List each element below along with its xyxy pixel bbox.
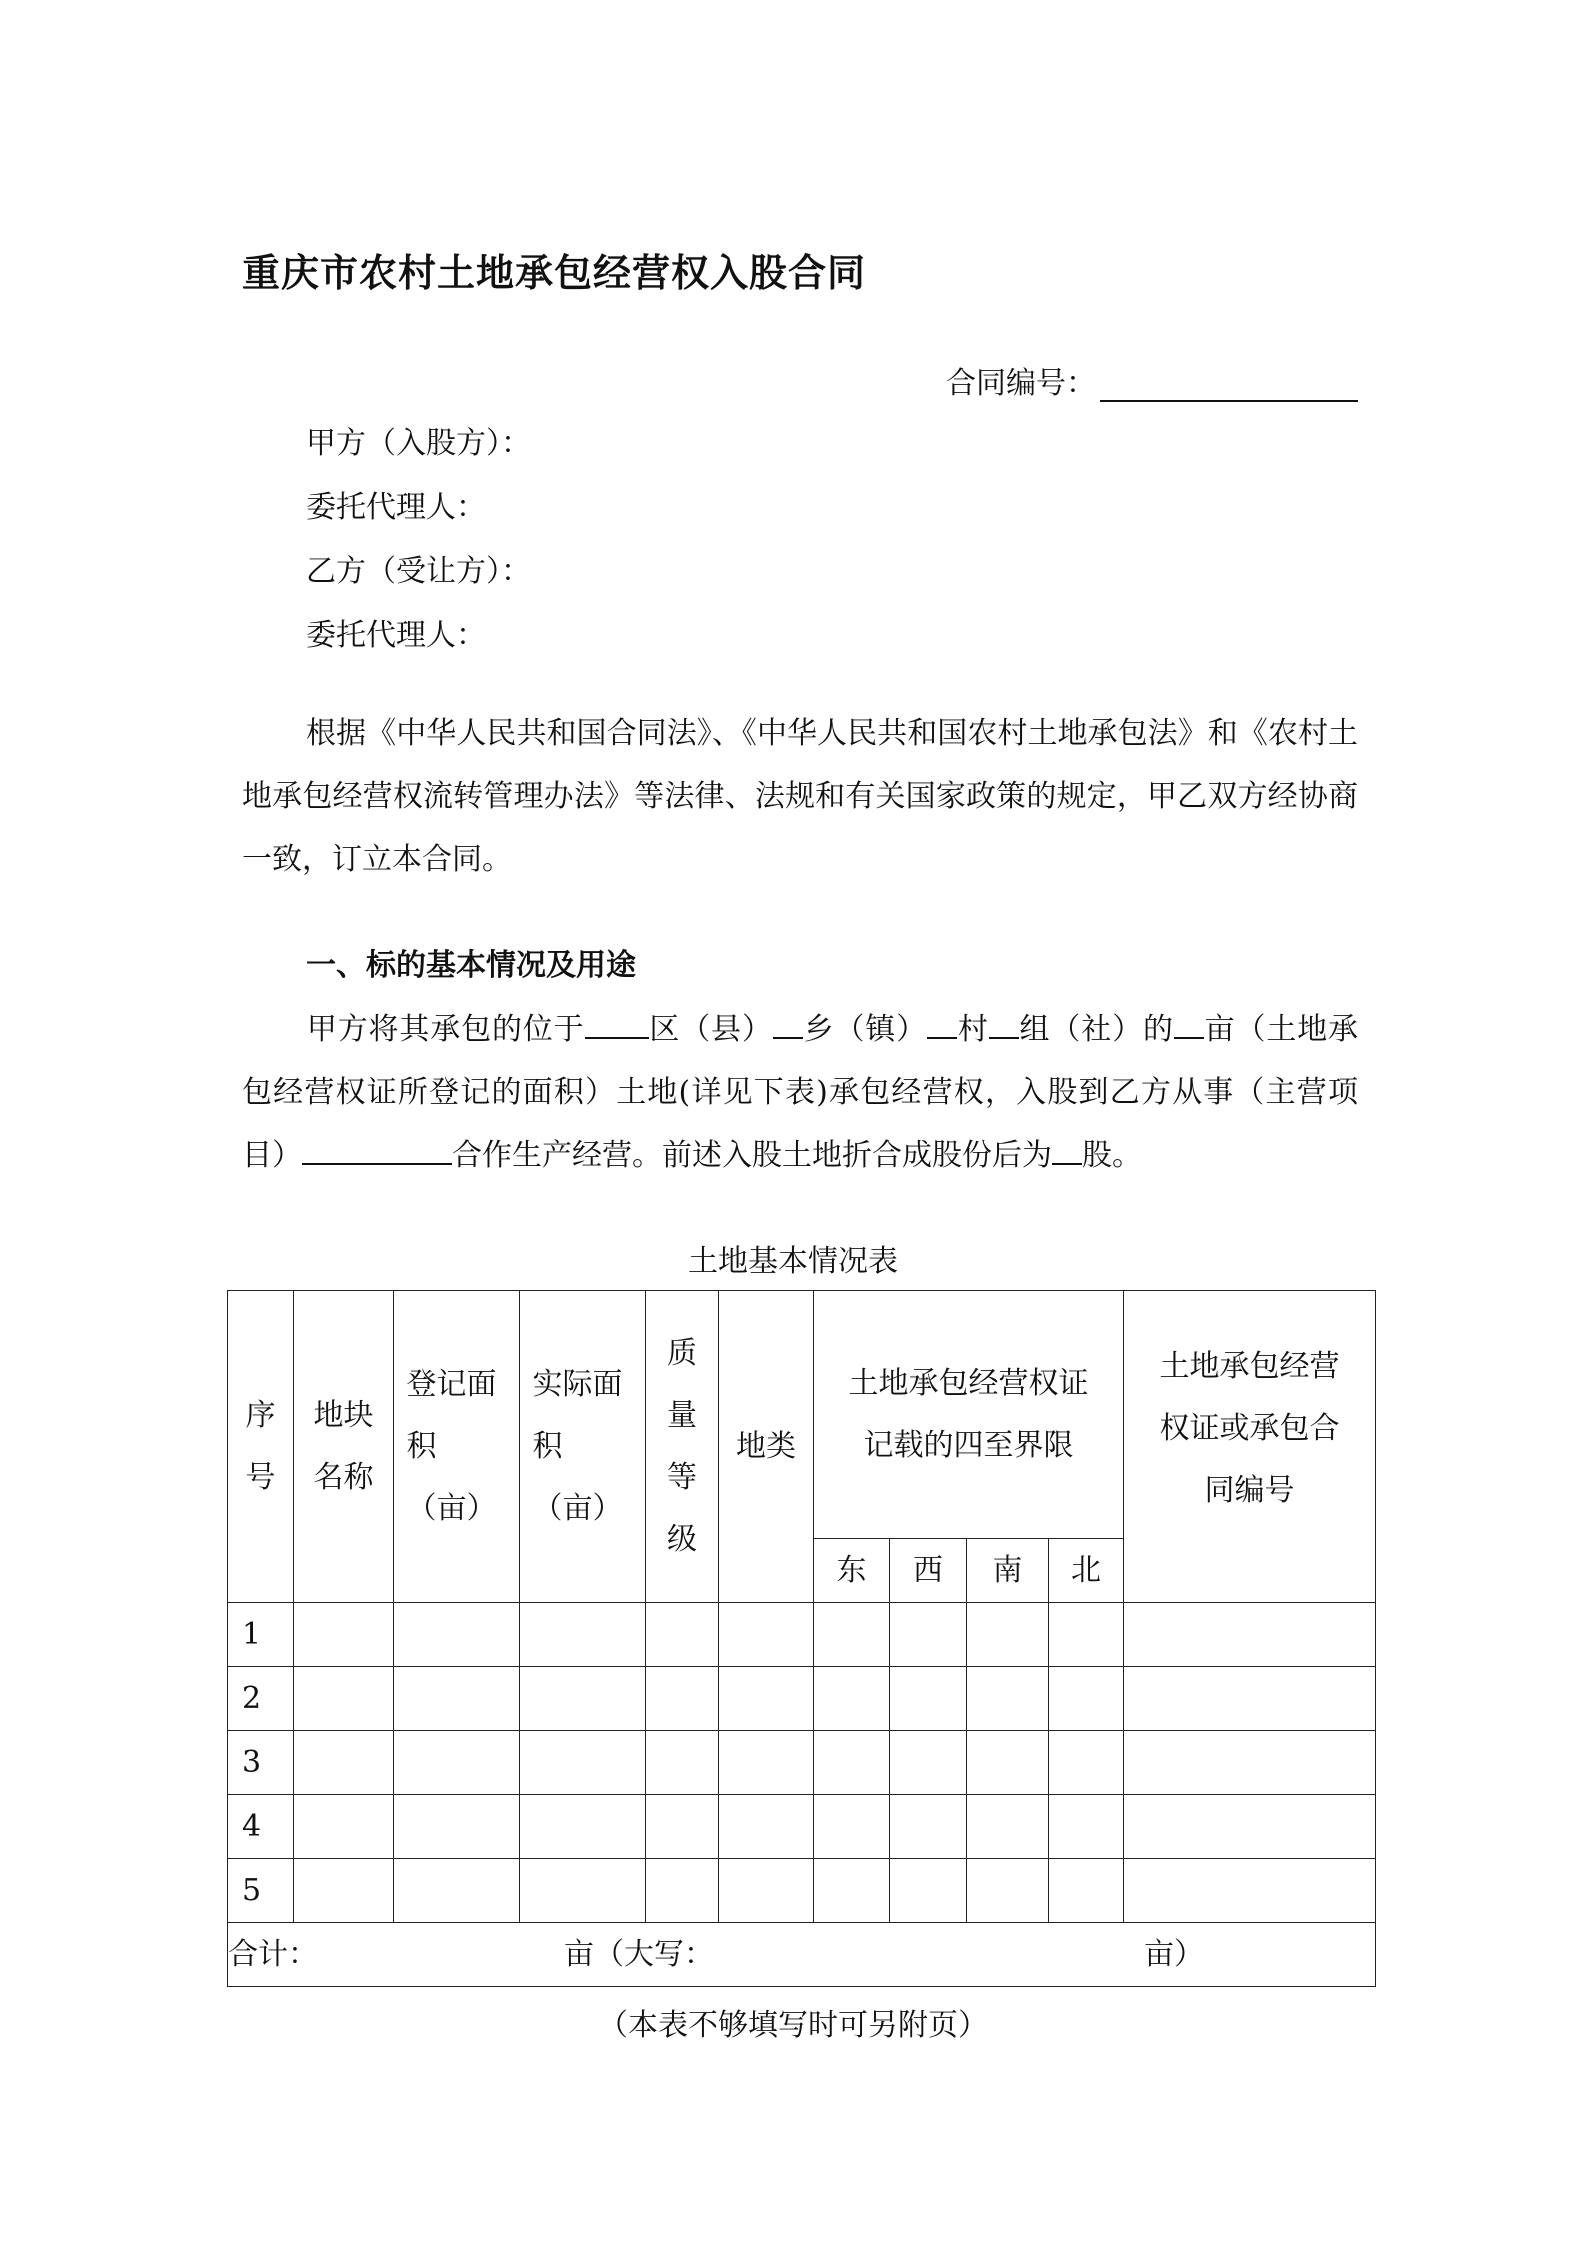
table-row [228, 1859, 1376, 1923]
header-quality: 质量等级 [646, 1291, 719, 1603]
party-a: 甲方（入股方）： [306, 426, 531, 461]
clause-text: 村 [957, 1012, 989, 1047]
contract-number-blank[interactable] [1100, 370, 1358, 402]
header-seq: 序号 [228, 1291, 294, 1603]
preamble-text: 根据《中华人民共和国合同法》、《中华人民共和国农村土地承包法》和《农村土地承包经营权流转管理办法》等法律、法规和有关国家政策的规定，甲乙双方经协商一致，订立本合同。 [242, 716, 1358, 877]
cell[interactable] [719, 1859, 814, 1923]
cell[interactable] [294, 1667, 394, 1731]
cell[interactable] [394, 1667, 520, 1731]
total-mu-end: 亩） [1144, 1937, 1204, 1972]
cell[interactable] [1124, 1795, 1376, 1859]
section-1-heading: 一、标的基本情况及用途 [306, 948, 636, 983]
cell[interactable] [890, 1667, 967, 1731]
cell[interactable] [1124, 1603, 1376, 1667]
contract-number-label: 合同编号： [946, 366, 1096, 401]
village-blank[interactable] [927, 1011, 957, 1039]
shares-blank[interactable] [1052, 1137, 1082, 1165]
main-project-blank[interactable] [302, 1137, 452, 1165]
cell[interactable] [520, 1667, 646, 1731]
cell[interactable] [1049, 1731, 1124, 1795]
cell[interactable] [1124, 1667, 1376, 1731]
cell[interactable] [719, 1731, 814, 1795]
cell[interactable] [890, 1795, 967, 1859]
clause-text: 股。 [1082, 1138, 1142, 1173]
cell[interactable] [1124, 1731, 1376, 1795]
cell[interactable] [719, 1603, 814, 1667]
group-blank[interactable] [989, 1011, 1019, 1039]
cell[interactable] [967, 1667, 1049, 1731]
cell[interactable] [967, 1731, 1049, 1795]
cell[interactable] [1049, 1667, 1124, 1731]
preamble-paragraph [242, 702, 1358, 891]
row-seq: 5 [228, 1859, 294, 1923]
header-land-type: 地类 [719, 1291, 814, 1603]
cell[interactable] [294, 1731, 394, 1795]
clause-text: 亩（土地承包经营权证所登记的面积）土地(详见下表)承包经营权，入股到乙方从事（主营项目） [242, 1012, 1359, 1173]
header-reg-area: 登记面积（亩） [394, 1291, 520, 1603]
header-west: 西 [890, 1539, 967, 1603]
cell[interactable] [890, 1859, 967, 1923]
row-seq: 1 [228, 1603, 294, 1667]
cell[interactable] [520, 1603, 646, 1667]
cell[interactable] [814, 1603, 890, 1667]
cell[interactable] [719, 1667, 814, 1731]
clause-text: 乡（镇） [802, 1012, 927, 1047]
page-title: 重庆市农村土地承包经营权入股合同 [242, 251, 867, 295]
cell[interactable] [1049, 1795, 1124, 1859]
table-row [228, 1731, 1376, 1795]
cell[interactable] [394, 1731, 520, 1795]
party-a-agent: 委托代理人： [306, 490, 486, 525]
total-mu-uppercase: 亩（大写： [564, 1937, 714, 1972]
cell[interactable] [967, 1603, 1049, 1667]
clause-text: 区（县） [648, 1012, 773, 1047]
district-blank[interactable] [585, 1011, 649, 1039]
cell[interactable] [294, 1859, 394, 1923]
row-seq: 3 [228, 1731, 294, 1795]
cell[interactable] [1049, 1859, 1124, 1923]
header-actual-area: 实际面积（亩） [520, 1291, 646, 1603]
cell[interactable] [814, 1859, 890, 1923]
party-b-agent: 委托代理人： [306, 618, 486, 653]
party-b: 乙方（受让方）： [306, 554, 531, 589]
table-row [228, 1667, 1376, 1731]
cell[interactable] [394, 1795, 520, 1859]
clause-text: 合作生产经营。前述入股土地折合成股份后为 [452, 1138, 1052, 1173]
row-seq: 2 [228, 1667, 294, 1731]
cell[interactable] [719, 1795, 814, 1859]
cell[interactable] [646, 1731, 719, 1795]
header-east: 东 [814, 1539, 890, 1603]
clause-text: 甲方将其承包的位于 [306, 1012, 585, 1047]
cell[interactable] [814, 1667, 890, 1731]
cell[interactable] [646, 1603, 719, 1667]
cell[interactable] [890, 1731, 967, 1795]
total-row [228, 1923, 1376, 1987]
total-cell[interactable] [228, 1923, 1376, 1987]
cell[interactable] [394, 1859, 520, 1923]
cell[interactable] [646, 1667, 719, 1731]
table-row [228, 1603, 1376, 1667]
header-north: 北 [1049, 1539, 1124, 1603]
area-blank[interactable] [1174, 1011, 1204, 1039]
header-plot-name: 地块名称 [294, 1291, 394, 1603]
header-south: 南 [967, 1539, 1049, 1603]
cell[interactable] [1124, 1859, 1376, 1923]
cell[interactable] [1049, 1603, 1124, 1667]
row-seq: 4 [228, 1795, 294, 1859]
total-label: 合计： [228, 1937, 318, 1972]
section-1-paragraph [242, 998, 1358, 1187]
cell[interactable] [520, 1859, 646, 1923]
cell[interactable] [967, 1795, 1049, 1859]
table-caption: 土地基本情况表 [688, 1244, 898, 1279]
cell[interactable] [294, 1795, 394, 1859]
cell[interactable] [646, 1859, 719, 1923]
header-boundary: 土地承包经营权证记载的四至界限 [814, 1291, 1124, 1539]
cell[interactable] [394, 1603, 520, 1667]
table-row [228, 1795, 1376, 1859]
cell[interactable] [967, 1859, 1049, 1923]
clause-text: 组（社）的 [1018, 1012, 1174, 1047]
cell[interactable] [646, 1795, 719, 1859]
township-blank[interactable] [773, 1011, 803, 1039]
land-info-table [227, 1290, 1376, 1987]
contract-number [946, 358, 1358, 402]
table-note: （本表不够填写时可另附页） [598, 2008, 988, 2043]
cell[interactable] [890, 1603, 967, 1667]
cell[interactable] [814, 1731, 890, 1795]
cell[interactable] [814, 1795, 890, 1859]
header-cert-no: 土地承包经营权证或承包合同编号 [1124, 1291, 1376, 1603]
cell[interactable] [520, 1795, 646, 1859]
cell[interactable] [294, 1603, 394, 1667]
cell[interactable] [520, 1731, 646, 1795]
